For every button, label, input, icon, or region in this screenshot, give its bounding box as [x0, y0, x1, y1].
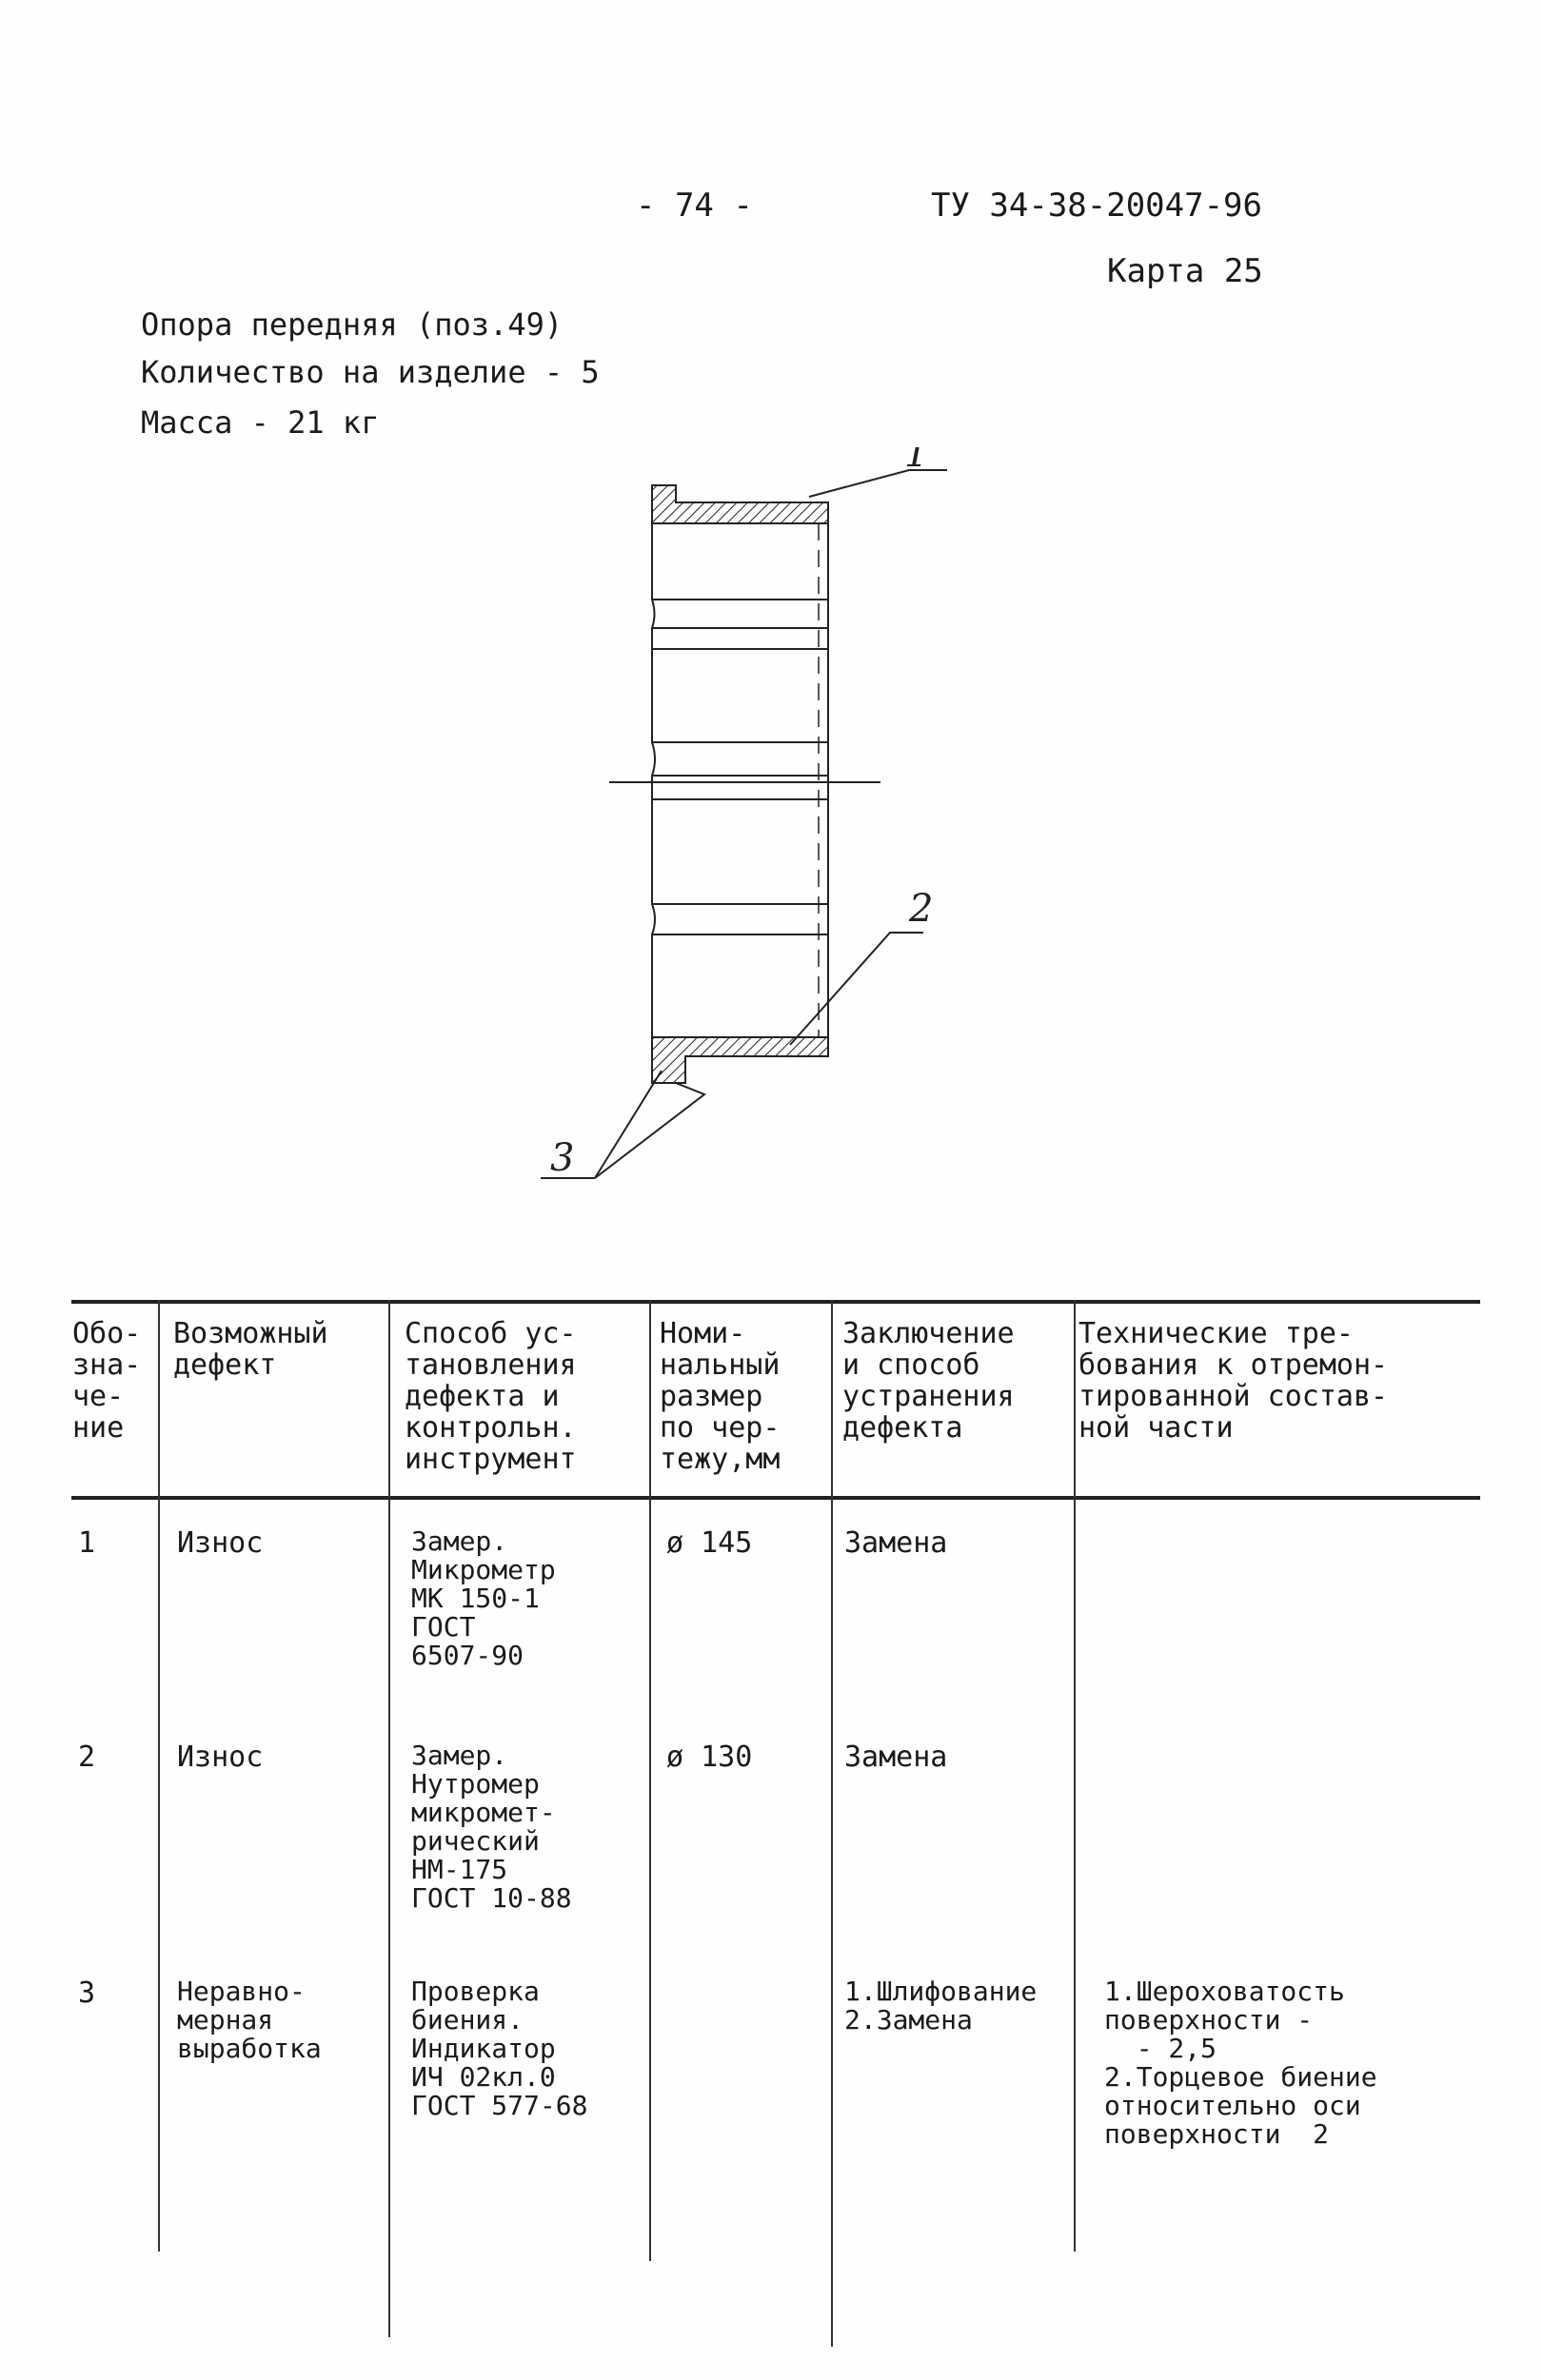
header-designation: Обо- зна- че- ние: [72, 1317, 142, 1445]
row2-method: Замер. Нутромер микромет- рический НМ-175 ГОСТ 10-88: [411, 1740, 572, 1914]
row2-size: ø 130: [666, 1741, 753, 1774]
header-requirements: Технические тре- бования к отремон- тированной состав- ной части: [1078, 1317, 1389, 1445]
column-divider: [388, 1300, 390, 2337]
row1-conclusion: Замена: [844, 1526, 948, 1560]
page-number: - 74 -: [636, 187, 753, 225]
header-method: Способ ус- тановления дефекта и контрольн. инструмент: [405, 1317, 577, 1476]
column-divider: [1074, 1300, 1076, 2252]
row3-defect: Неравно- мерная выработка: [177, 1976, 322, 2064]
header-conclusion: Заключение и способ устранения дефекта: [842, 1317, 1015, 1445]
part-body: [652, 523, 828, 1037]
row1-size: ø 145: [666, 1526, 753, 1560]
document-code: ТУ 34-38-20047-96: [931, 187, 1262, 225]
table-header-rule: [71, 1496, 1480, 1500]
part-name: Опора передняя (поз.49): [141, 306, 564, 343]
row2-conclusion: Замена: [844, 1741, 948, 1774]
callout-2: 2: [909, 887, 934, 931]
part-quantity: Количество на изделие - 5: [141, 354, 600, 390]
row3-conclusion: 1.Шлифование 2.Замена: [844, 1976, 1038, 2036]
bottom-flange: [652, 1037, 828, 1083]
callout-3: 3: [550, 1136, 575, 1180]
part-mass: Масса - 21 кг: [141, 404, 380, 441]
header-defect: Возможный дефект: [173, 1317, 328, 1382]
column-divider: [831, 1300, 833, 2347]
row3-number: 3: [78, 1977, 96, 2010]
part-drawing: [533, 447, 1066, 1199]
row1-number: 1: [78, 1526, 96, 1560]
row3-requirements: 1.Шероховатость поверхности - - 2,5 2.Торцевое биение относительно оси поверхности 2: [1104, 1976, 1377, 2150]
row2-number: 2: [78, 1741, 96, 1774]
header-nominal-size: Номи- нальный размер по чер- тежу,мм: [660, 1317, 781, 1476]
top-flange: [652, 485, 828, 523]
column-divider: [649, 1300, 651, 2261]
row3-method: Проверка биения. Индикатор ИЧ 02кл.0 ГОСТ 577-68: [411, 1976, 588, 2121]
row2-defect: Износ: [177, 1741, 264, 1774]
row1-method: Замер. Микрометр МК 150-1 ГОСТ 6507-90: [411, 1525, 556, 1671]
column-divider: [158, 1300, 160, 2252]
leader-lines: [541, 470, 947, 1178]
callout-1: 1: [904, 447, 929, 476]
table-top-rule: [71, 1300, 1480, 1304]
row1-defect: Износ: [177, 1526, 264, 1560]
card-number: Карта 25: [1107, 252, 1263, 290]
